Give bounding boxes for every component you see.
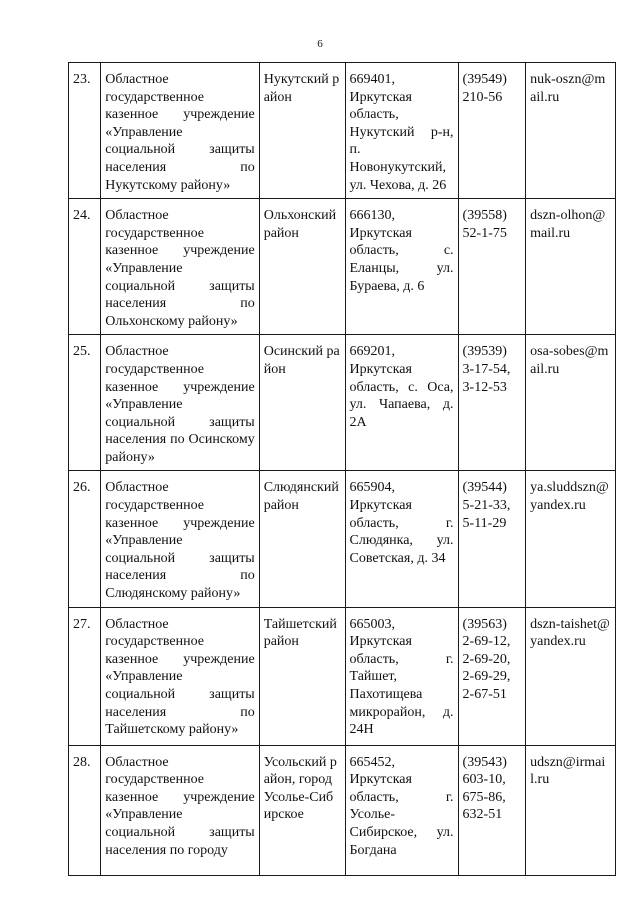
- row-number: 27.: [69, 607, 101, 745]
- institution-name: Областное государственное казенное учреждение «Управление социальной защиты населения по Ольхонскому району»: [101, 199, 259, 335]
- table-row: [69, 607, 616, 745]
- address: 666130, Иркутская область, с. Еланцы, ул. Бураева, д. 6: [345, 199, 458, 335]
- district: Нукутский район: [259, 63, 345, 199]
- district: Усольский район, город Усолье-Сибирское: [259, 745, 345, 875]
- district: Осинский район: [259, 335, 345, 471]
- email: dszn-olhon@mail.ru: [526, 199, 616, 335]
- email: nuk-oszn@mail.ru: [526, 63, 616, 199]
- phone: (39543) 603-10, 675-86, 632-51: [458, 745, 526, 875]
- phone: (39563) 2-69-12, 2-69-20, 2-69-29, 2-67-51: [458, 607, 526, 745]
- address: 665003, Иркутская область, г. Тайшет, Пахотищева микрорайон, д. 24Н: [345, 607, 458, 745]
- institutions-table: [68, 62, 616, 876]
- email: dszn-taishet@yandex.ru: [526, 607, 616, 745]
- institution-name: Областное государственное казенное учреждение «Управление социальной защиты населения по Осинскому району»: [101, 335, 259, 471]
- email: udszn@irmail.ru: [526, 745, 616, 875]
- table-row: [69, 471, 616, 607]
- address: 665904, Иркутская область, г. Слюдянка, ул. Советская, д. 34: [345, 471, 458, 607]
- district: Ольхонский район: [259, 199, 345, 335]
- row-number: 25.: [69, 335, 101, 471]
- row-number: 24.: [69, 199, 101, 335]
- table-row: [69, 745, 616, 875]
- email: osa-sobes@mail.ru: [526, 335, 616, 471]
- district: Тайшетский район: [259, 607, 345, 745]
- table-row: [69, 63, 616, 199]
- address: 669201, Иркутская область, с. Оса, ул. Чапаева, д. 2А: [345, 335, 458, 471]
- address: 669401, Иркутская область, Нукутский р-н, п. Новонукутский, ул. Чехова, д. 26: [345, 63, 458, 199]
- phone: (39549) 210-56: [458, 63, 526, 199]
- institution-name: Областное государственное казенное учреждение «Управление социальной защиты населения по Нукутскому району»: [101, 63, 259, 199]
- table-row: [69, 199, 616, 335]
- page-number: 6: [317, 38, 323, 50]
- address: 665452, Иркутская область, г. Усолье-Сибирское, ул. Богдана: [345, 745, 458, 875]
- row-number: 28.: [69, 745, 101, 875]
- email: ya.sluddszn@yandex.ru: [526, 471, 616, 607]
- institution-name: Областное государственное казенное учреждение «Управление социальной защиты населения по городу: [101, 745, 259, 875]
- table-row: [69, 335, 616, 471]
- institution-name: Областное государственное казенное учреждение «Управление социальной защиты населения по Слюдянскому району»: [101, 471, 259, 607]
- row-number: 26.: [69, 471, 101, 607]
- row-number: 23.: [69, 63, 101, 199]
- institution-name: Областное государственное казенное учреждение «Управление социальной защиты населения по Тайшетскому району»: [101, 607, 259, 745]
- phone: (39539) 3-17-54, 3-12-53: [458, 335, 526, 471]
- district: Слюдянский район: [259, 471, 345, 607]
- phone: (39558) 52-1-75: [458, 199, 526, 335]
- phone: (39544) 5-21-33, 5-11-29: [458, 471, 526, 607]
